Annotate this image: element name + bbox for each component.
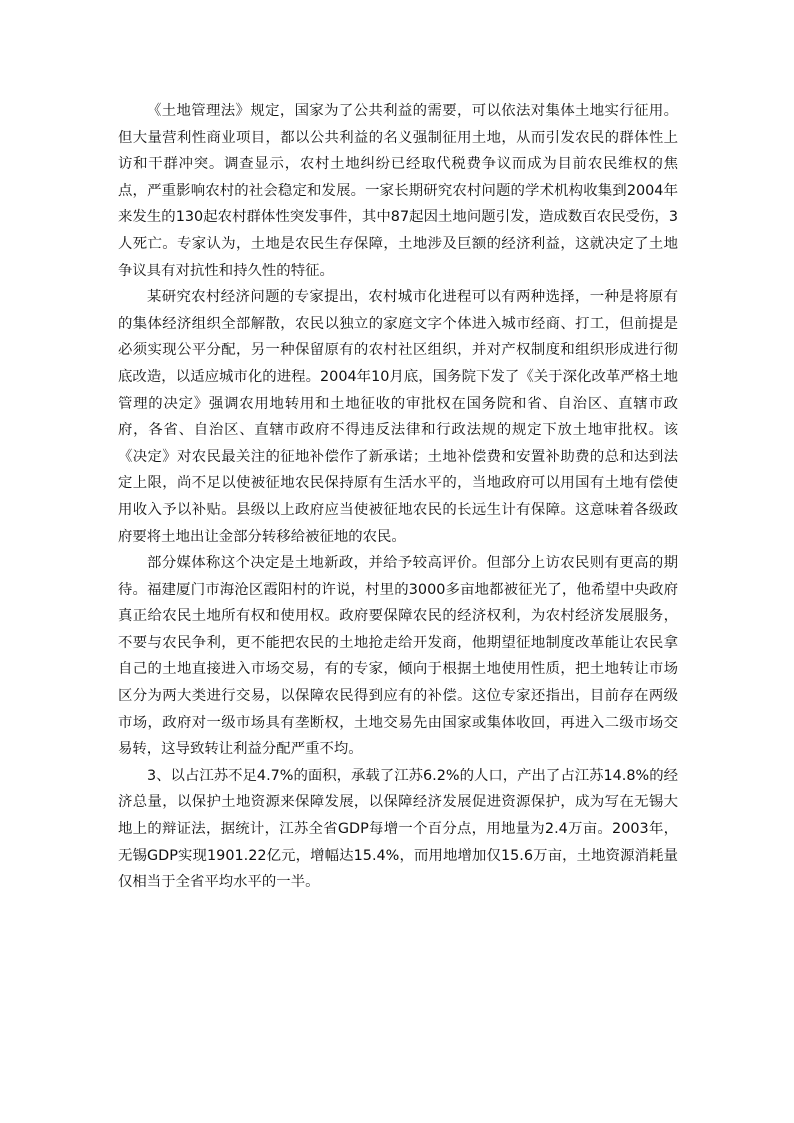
paragraph-wuxi-statistics: 3、以占江苏不足4.7%的面积，承载了江苏6.2%的人口，产出了占江苏14.8%的经济总量，以保护土地资源来保障发展，以保障经济发展促进资源保护，成为写在无锡大地上的辩证法，据统计，江苏全省GDP每增一个百分点，用地量为2.4万亩。2003年，无锡GDP实现1901.22亿元，增幅达15.4%，而用地增加仅15.6万亩，土地资源消耗量仅相当于全省平均水平的一半。 — [118, 767, 678, 891]
paragraph-urbanization: 某研究农村经济问题的专家提出，农村城市化进程可以有两种选择，一种是将原有的集体经济组织全部解散，农民以独立的家庭文字个体进入城市经商、打工，但前提是必须实现公平分配，另一种保留原有的农村社区组织，并对产权制度和组织形成进行彻底改造，以适应城市化的进程。2004年10月底，国务院下发了《关于深化改革严格土地管理的决定》强调农用地转用和土地征收的审批权在国务院和省、自治区、直辖市政府，各省、自治区、直辖市政府不得违反法律和行政法规的规定下放土地审批权。该《决定》对农民最关注的征地补偿作了新承诺；土地补偿费和安置补助费的总和达到法定上限，尚不足以使被征地农民保持原有生活水平的，当地政府可以用国有土地有偿使用收入予以补贴。县级以上政府应当使被征地农民的长远生计有保障。这意味着各级政府要将土地出让金部分转移给被征地的农民。 — [118, 289, 678, 545]
paragraph-land-law: 《土地管理法》规定，国家为了公共利益的需要，可以依法对集体土地实行征用。但大量营利性商业项目，都以公共利益的名义强制征用土地，从而引发农民的群体性上访和干群冲突。调查显示，农村土地纠纷已经取代税费争议而成为目前农民维权的焦点，严重影响农村的社会稳定和发展。一家长期研究农村问题的学术机构收集到2004年来发生的130起农村群体性突发事件，其中87起因土地问题引发，造成数百农民受伤，3人死亡。专家认为，土地是农民生存保障，土地涉及巨额的经济利益，这就决定了土地争议具有对抗性和持久性的特征。 — [118, 103, 678, 279]
document-body — [118, 98, 678, 896]
paragraph-media-reaction: 部分媒体称这个决定是土地新政，并给予较高评价。但部分上访农民则有更高的期待。福建厦门市海沧区霞阳村的许说，村里的3000多亩地都被征光了，他希望中央政府真正给农民土地所有权和使用权。政府要保障农民的经济权利，为农村经济发展服务，不要与农民争利，更不能把农民的土地抢走给开发商，他期望征地制度改革能让农民拿自己的土地直接进入市场交易，有的专家，倾向于根据土地使用性质，把土地转让市场区分为两大类进行交易，以保障农民得到应有的补偿。这位专家还指出，目前存在两级市场，政府对一级市场具有垄断权，土地交易先由国家或集体收回，再进入二级市场交易转，这导致转让利益分配严重不均。 — [118, 555, 678, 758]
